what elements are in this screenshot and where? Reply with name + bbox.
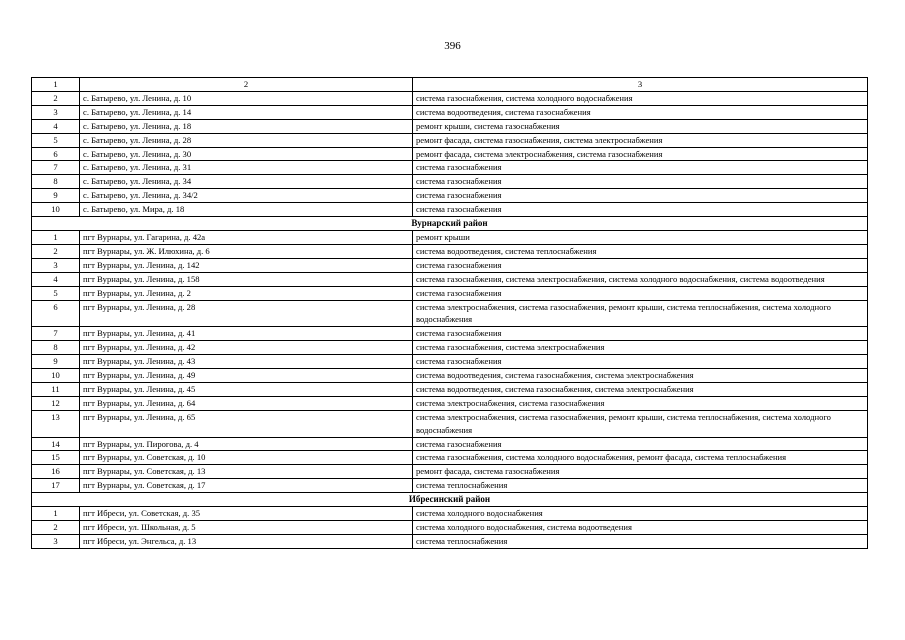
district-title: Ибресинский район	[32, 493, 868, 507]
table-row	[32, 258, 868, 272]
row-works: система газоснабжения	[413, 327, 868, 341]
row-works: система газоснабжения, система холодного водоснабжения	[413, 91, 868, 105]
table-row	[32, 451, 868, 465]
row-number: 1	[32, 230, 80, 244]
table-row	[32, 300, 868, 327]
district-header-row	[32, 217, 868, 231]
table-row	[32, 355, 868, 369]
row-number: 6	[32, 300, 80, 327]
row-address: пгт Вурнары, ул. Ленина, д. 45	[80, 382, 413, 396]
row-works: ремонт фасада, система газоснабжения	[413, 465, 868, 479]
row-works: система теплоснабжения	[413, 534, 868, 548]
row-number: 2	[32, 244, 80, 258]
row-number: 17	[32, 479, 80, 493]
table-row	[32, 286, 868, 300]
row-works: система водоотведения, система газоснабжения, система электроснабжения	[413, 369, 868, 383]
row-works: система водоотведения, система теплоснабжения	[413, 244, 868, 258]
row-address: пгт Вурнары, ул. Советская, д. 13	[80, 465, 413, 479]
table-row	[32, 203, 868, 217]
row-address: пгт Вурнары, ул. Ленина, д. 41	[80, 327, 413, 341]
table-row	[32, 147, 868, 161]
row-works: система газоснабжения, система электроснабжения	[413, 341, 868, 355]
row-works: система холодного водоснабжения	[413, 507, 868, 521]
row-works: система газоснабжения	[413, 286, 868, 300]
row-address: пгт Ибреси, ул. Советская, д. 35	[80, 507, 413, 521]
table-row	[32, 382, 868, 396]
header-col-1: 1	[32, 78, 80, 92]
row-number: 13	[32, 410, 80, 437]
row-number: 3	[32, 105, 80, 119]
row-works: система газоснабжения	[413, 437, 868, 451]
row-works: система электроснабжения, система газоснабжения	[413, 396, 868, 410]
table-body	[32, 78, 868, 549]
district-title: Вурнарский район	[32, 217, 868, 231]
row-address: с. Батырево, ул. Ленина, д. 34/2	[80, 189, 413, 203]
table-row	[32, 396, 868, 410]
repair-works-table	[31, 77, 868, 549]
row-number: 5	[32, 133, 80, 147]
row-number: 9	[32, 355, 80, 369]
table-row	[32, 175, 868, 189]
row-number: 1	[32, 507, 80, 521]
row-number: 14	[32, 437, 80, 451]
row-number: 11	[32, 382, 80, 396]
row-works: система холодного водоснабжения, система водоотведения	[413, 521, 868, 535]
table-row	[32, 189, 868, 203]
row-number: 15	[32, 451, 80, 465]
row-address: пгт Вурнары, ул. Ленина, д. 49	[80, 369, 413, 383]
row-address: пгт Вурнары, ул. Ленина, д. 2	[80, 286, 413, 300]
row-address: пгт Ибреси, ул. Энгельса, д. 13	[80, 534, 413, 548]
header-row	[32, 78, 868, 92]
row-address: пгт Вурнары, ул. Ленина, д. 64	[80, 396, 413, 410]
row-number: 10	[32, 203, 80, 217]
row-number: 5	[32, 286, 80, 300]
row-works: система газоснабжения	[413, 175, 868, 189]
row-number: 16	[32, 465, 80, 479]
row-address: пгт Вурнары, ул. Ленина, д. 158	[80, 272, 413, 286]
row-number: 10	[32, 369, 80, 383]
row-works: система газоснабжения, система электроснабжения, система холодного водоснабжения, система водоотведения	[413, 272, 868, 286]
row-number: 9	[32, 189, 80, 203]
row-address: пгт Ибреси, ул. Школьная, д. 5	[80, 521, 413, 535]
table-row	[32, 534, 868, 548]
header-col-3: 3	[413, 78, 868, 92]
table-row	[32, 327, 868, 341]
row-address: пгт Вурнары, ул. Ленина, д. 43	[80, 355, 413, 369]
row-address: с. Батырево, ул. Ленина, д. 30	[80, 147, 413, 161]
row-number: 8	[32, 341, 80, 355]
row-address: пгт Вурнары, ул. Пирогова, д. 4	[80, 437, 413, 451]
row-works: система газоснабжения	[413, 189, 868, 203]
row-number: 4	[32, 119, 80, 133]
row-works: система электроснабжения, система газоснабжения, ремонт крыши, система теплоснабжения, система холодного водоснабжения	[413, 300, 868, 327]
row-address: пгт Вурнары, ул. Ленина, д. 142	[80, 258, 413, 272]
table-row	[32, 105, 868, 119]
table-row	[32, 230, 868, 244]
row-address: пгт Вурнары, ул. Гагарина, д. 42а	[80, 230, 413, 244]
row-number: 3	[32, 258, 80, 272]
row-number: 3	[32, 534, 80, 548]
table-row	[32, 161, 868, 175]
row-address: с. Батырево, ул. Ленина, д. 31	[80, 161, 413, 175]
row-address: с. Батырево, ул. Ленина, д. 14	[80, 105, 413, 119]
page-number: 396	[444, 40, 461, 52]
table-row	[32, 91, 868, 105]
header-col-2: 2	[80, 78, 413, 92]
row-address: с. Батырево, ул. Мира, д. 18	[80, 203, 413, 217]
row-works: система газоснабжения	[413, 258, 868, 272]
table-row	[32, 521, 868, 535]
table-row	[32, 244, 868, 258]
row-address: с. Батырево, ул. Ленина, д. 28	[80, 133, 413, 147]
table-row	[32, 479, 868, 493]
row-works: система газоснабжения	[413, 355, 868, 369]
table-row	[32, 507, 868, 521]
row-works: система газоснабжения, система холодного водоснабжения, ремонт фасада, система теплоснабжения	[413, 451, 868, 465]
row-address: пгт Вурнары, ул. Советская, д. 10	[80, 451, 413, 465]
row-number: 7	[32, 161, 80, 175]
row-works: ремонт фасада, система газоснабжения, система электроснабжения	[413, 133, 868, 147]
row-works: система газоснабжения	[413, 161, 868, 175]
row-number: 2	[32, 521, 80, 535]
table-row	[32, 437, 868, 451]
table-row	[32, 341, 868, 355]
row-address: пгт Вурнары, ул. Советская, д. 17	[80, 479, 413, 493]
row-works: система электроснабжения, система газоснабжения, ремонт крыши, система теплоснабжения, система холодного водоснабжения	[413, 410, 868, 437]
table-row	[32, 465, 868, 479]
row-number: 6	[32, 147, 80, 161]
row-number: 7	[32, 327, 80, 341]
row-number: 12	[32, 396, 80, 410]
row-address: пгт Вурнары, ул. Ленина, д. 65	[80, 410, 413, 437]
row-address: пгт Вурнары, ул. Ленина, д. 42	[80, 341, 413, 355]
row-address: с. Батырево, ул. Ленина, д. 10	[80, 91, 413, 105]
row-number: 8	[32, 175, 80, 189]
table-row	[32, 272, 868, 286]
table-row	[32, 369, 868, 383]
row-address: с. Батырево, ул. Ленина, д. 34	[80, 175, 413, 189]
row-works: система газоснабжения	[413, 203, 868, 217]
row-address: пгт Вурнары, ул. Ленина, д. 28	[80, 300, 413, 327]
row-works: ремонт фасада, система электроснабжения, система газоснабжения	[413, 147, 868, 161]
row-works: ремонт крыши	[413, 230, 868, 244]
table-row	[32, 119, 868, 133]
row-works: ремонт крыши, система газоснабжения	[413, 119, 868, 133]
row-works: система водоотведения, система газоснабжения	[413, 105, 868, 119]
table-row	[32, 133, 868, 147]
row-address: пгт Вурнары, ул. Ж. Илюхина, д. 6	[80, 244, 413, 258]
district-header-row	[32, 493, 868, 507]
row-works: система водоотведения, система газоснабжения, система электроснабжения	[413, 382, 868, 396]
row-works: система теплоснабжения	[413, 479, 868, 493]
row-number: 4	[32, 272, 80, 286]
table-row	[32, 410, 868, 437]
row-number: 2	[32, 91, 80, 105]
row-address: с. Батырево, ул. Ленина, д. 18	[80, 119, 413, 133]
